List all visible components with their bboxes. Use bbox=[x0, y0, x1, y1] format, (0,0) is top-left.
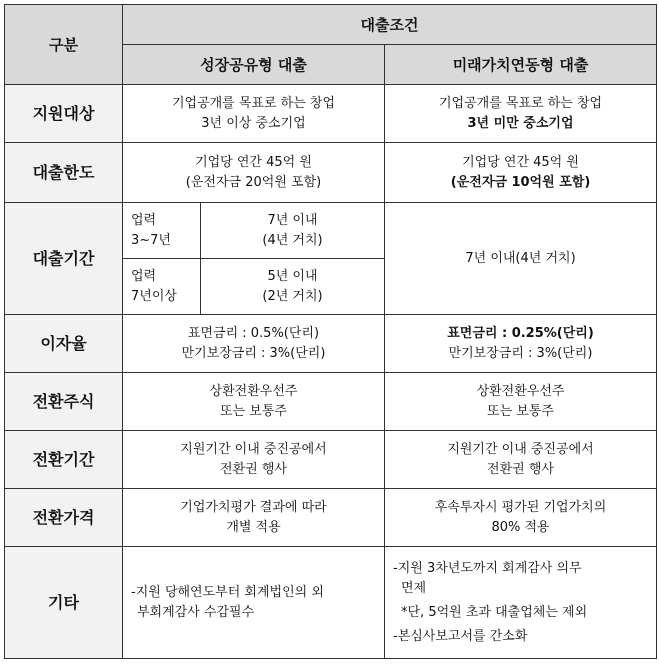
row-label-etc: 기타 bbox=[5, 547, 123, 659]
etc-future-line4: -본심사보고서를 간소화 bbox=[393, 628, 528, 644]
period-future-cell: 7년 이내(4년 거치) bbox=[385, 203, 657, 315]
interest-future-cell bbox=[385, 315, 657, 373]
conv-period-future-line2: 전환권 행사 bbox=[487, 461, 554, 477]
conv-price-growth-line1: 기업가치평가 결과에 따라 bbox=[180, 499, 327, 515]
period-sub1-label-line1: 업력 bbox=[131, 212, 157, 228]
period-sub1-label bbox=[123, 203, 201, 259]
etc-growth-line2: 부회계감사 수감필수 bbox=[137, 604, 255, 620]
conv-period-growth-line1: 지원기간 이내 중진공에서 bbox=[180, 441, 327, 457]
target-growth-line1: 기업공개를 목표로 하는 창업 bbox=[171, 95, 336, 111]
period-sub1-value-line2: (4년 거치) bbox=[262, 232, 323, 248]
stock-growth-line2: 또는 보통주 bbox=[220, 403, 287, 419]
limit-future-line2: (운전자금 10억원 포함) bbox=[450, 174, 591, 190]
target-growth-line2: 3년 이상 중소기업 bbox=[201, 115, 306, 131]
stock-future-line2: 또는 보통주 bbox=[487, 403, 554, 419]
limit-future-line1: 기업당 연간 45억 원 bbox=[462, 154, 579, 170]
limit-growth-line1: 기업당 연간 45억 원 bbox=[195, 154, 312, 170]
interest-future-line2: 만기보장금리 : 3%(단리) bbox=[448, 345, 593, 361]
etc-future-line3: *단, 5억원 초과 대출업체는 제외 bbox=[401, 604, 588, 620]
limit-growth-line2: (운전자금 20억원 포함) bbox=[185, 174, 322, 190]
loan-conditions-table bbox=[4, 4, 657, 659]
conv-price-growth-cell bbox=[123, 489, 385, 547]
interest-future-line1: 표면금리 : 0.25%(단리) bbox=[447, 325, 594, 341]
interest-growth-cell bbox=[123, 315, 385, 373]
row-label-conversion-period: 전환기간 bbox=[5, 431, 123, 489]
target-future-line1: 기업공개를 목표로 하는 창업 bbox=[438, 95, 603, 111]
period-sub1-label-line2: 3~7년 bbox=[131, 232, 171, 248]
conv-price-future-cell bbox=[385, 489, 657, 547]
limit-future-cell bbox=[385, 143, 657, 203]
stock-future-cell bbox=[385, 373, 657, 431]
limit-growth-cell bbox=[123, 143, 385, 203]
period-sub2-label-line2: 7년이상 bbox=[131, 288, 177, 304]
stock-future-line1: 상환전환우선주 bbox=[476, 383, 565, 399]
row-label-stock: 전환주식 bbox=[5, 373, 123, 431]
target-growth-cell bbox=[123, 85, 385, 143]
conv-price-future-line1: 후속투자시 평가된 기업가치의 bbox=[434, 499, 607, 515]
etc-growth-cell bbox=[123, 547, 385, 659]
header-growth-sharing-loan: 성장공유형 대출 bbox=[123, 45, 385, 85]
period-sub2-value bbox=[201, 259, 385, 315]
stock-growth-cell bbox=[123, 373, 385, 431]
row-label-target: 지원대상 bbox=[5, 85, 123, 143]
header-loan-conditions: 대출조건 bbox=[123, 5, 657, 45]
row-label-period: 대출기간 bbox=[5, 203, 123, 315]
period-sub1-value bbox=[201, 203, 385, 259]
period-sub2-label bbox=[123, 259, 201, 315]
row-label-limit: 대출한도 bbox=[5, 143, 123, 203]
etc-future-line2: 면제 bbox=[401, 580, 427, 596]
interest-growth-line1: 표면금리 : 0.5%(단리) bbox=[187, 325, 320, 341]
conv-period-future-line1: 지원기간 이내 중진공에서 bbox=[447, 441, 594, 457]
conv-period-growth-line2: 전환권 행사 bbox=[220, 461, 287, 477]
conv-period-future-cell bbox=[385, 431, 657, 489]
conv-price-future-line2: 80% 적용 bbox=[491, 519, 550, 535]
period-sub1-value-line1: 7년 이내 bbox=[267, 212, 318, 228]
etc-future-line1: -지원 3차년도까지 회계감사 의무 bbox=[393, 560, 582, 576]
header-future-value-loan: 미래가치연동형 대출 bbox=[385, 45, 657, 85]
period-sub2-label-line1: 업력 bbox=[131, 268, 157, 284]
interest-growth-line2: 만기보장금리 : 3%(단리) bbox=[181, 345, 326, 361]
stock-growth-line1: 상환전환우선주 bbox=[209, 383, 298, 399]
row-label-conversion-price: 전환가격 bbox=[5, 489, 123, 547]
row-label-interest: 이자율 bbox=[5, 315, 123, 373]
header-category: 구분 bbox=[5, 5, 123, 85]
period-sub2-value-line2: (2년 거치) bbox=[262, 288, 323, 304]
etc-growth-line1: -지원 당해연도부터 회계법인의 외 bbox=[131, 584, 324, 600]
conv-price-growth-line2: 개별 적용 bbox=[226, 519, 281, 535]
period-sub2-value-line1: 5년 이내 bbox=[267, 268, 318, 284]
conv-period-growth-cell bbox=[123, 431, 385, 489]
target-future-cell bbox=[385, 85, 657, 143]
target-future-line2: 3년 미만 중소기업 bbox=[467, 115, 574, 131]
etc-future-cell bbox=[385, 547, 657, 659]
